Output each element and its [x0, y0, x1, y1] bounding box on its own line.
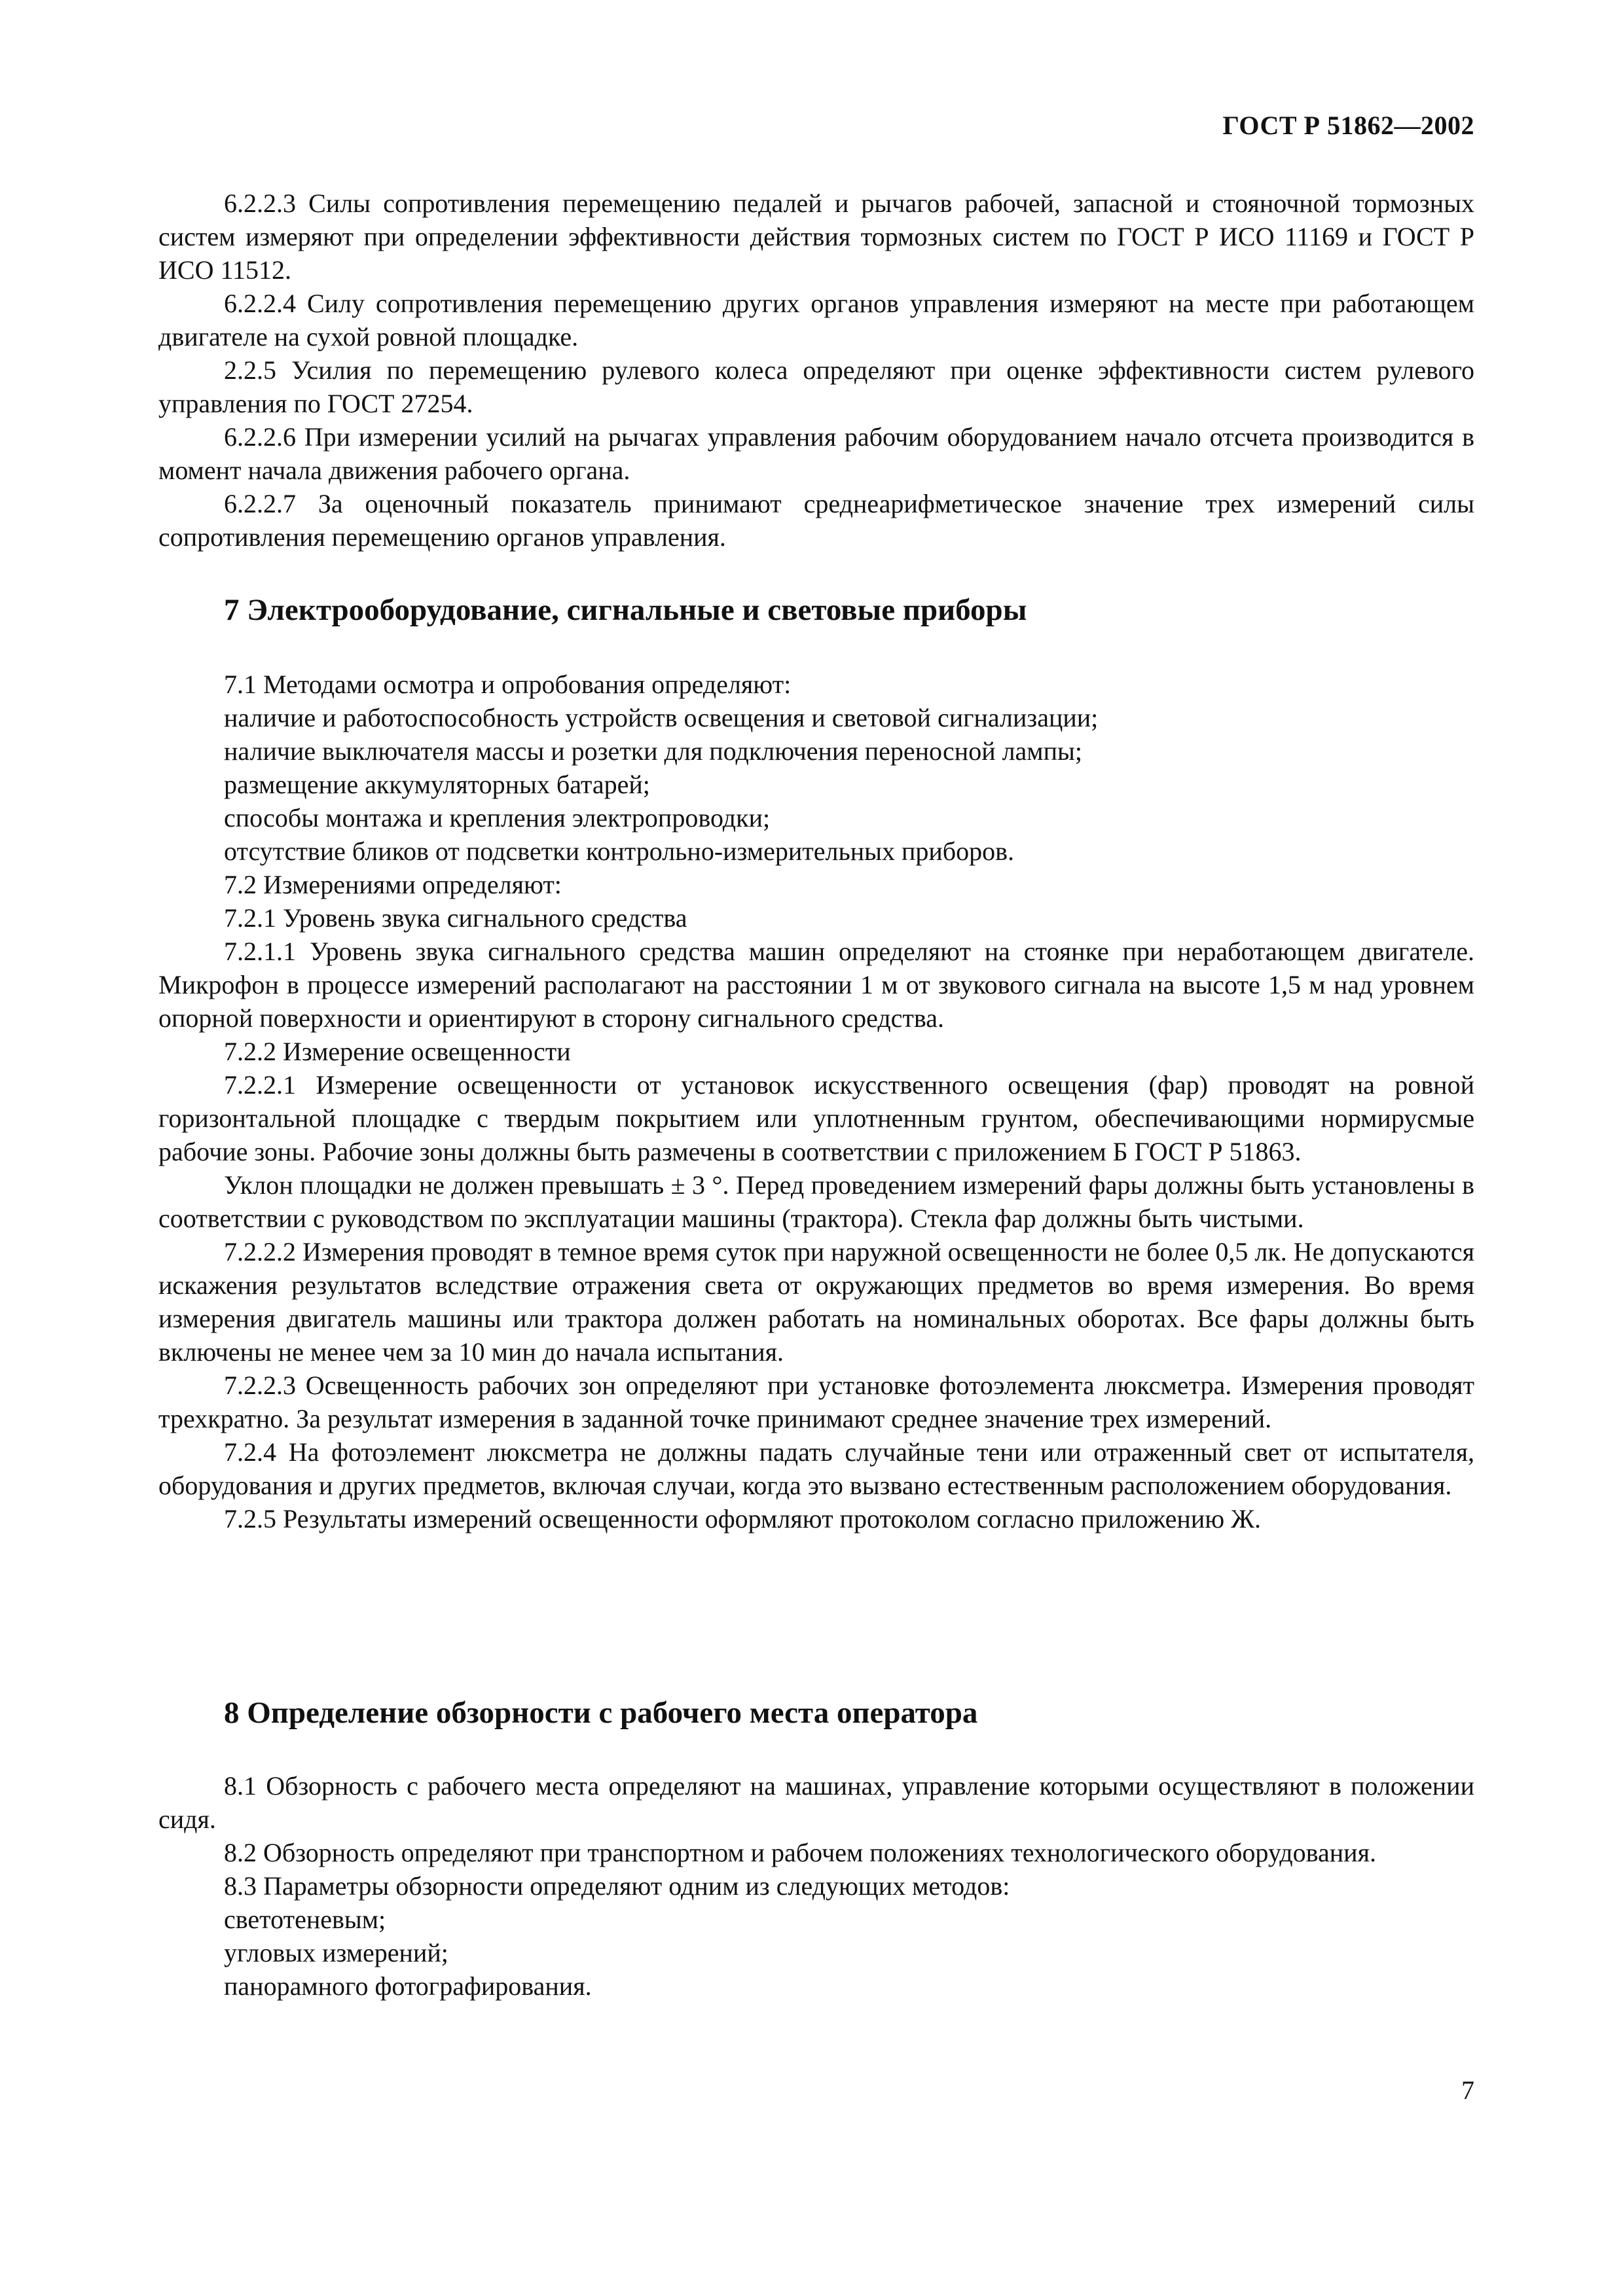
- list-item: светотеневым;: [224, 1905, 386, 1934]
- paragraph-7-2-4: 7.2.4 На фотоэлемент люксметра не должны падать случайные тени или отраженный свет от испытателя, оборудования и других предметов, включая случаи, когда это вызвано естественным расположением оборудования.: [158, 1437, 1474, 1500]
- page-number: 7: [1461, 2075, 1474, 2105]
- paragraph-slope: Уклон площадки не должен превышать ± 3 °. Перед проведением измерений фары должны быть установлены в соответствии с руководством по эксплуатации машины (трактора). Стекла фар должны быть чистыми.: [158, 1170, 1474, 1233]
- list-item: наличие и работоспособность устройств освещения и световой сигнализации;: [224, 703, 1099, 732]
- section-7-heading: 7 Электрооборудование, сигнальные и световые приборы: [224, 593, 1027, 627]
- list-item: отсутствие бликов от подсветки контрольно-измерительных приборов.: [224, 836, 1015, 866]
- list-item: угловых измерений;: [224, 1938, 448, 1967]
- paragraph-6-2-2-7: 6.2.2.7 За оценочный показатель принимают среднеарифметическое значение трех измерений силы сопротивления перемещению органов управления.: [158, 489, 1474, 552]
- paragraph-6-2-2-4: 6.2.2.4 Силу сопротивления перемещению других органов управления измеряют на месте при работающем двигателе на сухой ровной площадке.: [158, 289, 1474, 351]
- paragraph-2-2-5: 2.2.5 Усилия по перемещению рулевого колеса определяют при оценке эффективности систем рулевого управления по ГОСТ 27254.: [158, 355, 1474, 418]
- list-item: 8.3 Параметры обзорности определяют одним из следующих методов:: [224, 1871, 1010, 1901]
- list-item: панорамного фотографирования.: [224, 1971, 592, 2001]
- list-item: 7.2 Измерениями определяют:: [224, 870, 562, 899]
- list-item: размещение аккумуляторных батарей;: [224, 770, 650, 799]
- paragraph-7-2-2: 7.2.2 Измерение освещенности: [224, 1037, 571, 1066]
- paragraph-7-2-2-3: 7.2.2.3 Освещенность рабочих зон определяют при установке фотоэлемента люксметра. Измерения проводят трехкратно. За результат измерения в заданной точке принимают среднее значение трех измерений.: [158, 1371, 1474, 1433]
- list-item: способы монтажа и крепления электропроводки;: [224, 803, 771, 833]
- section-8-heading: 8 Определение обзорности с рабочего места оператора: [224, 1696, 978, 1730]
- document-code: ГОСТ Р 51862—2002: [1222, 111, 1474, 140]
- paragraph-8-2: 8.2 Обзорность определяют при транспортном и рабочем положениях технологического оборудования.: [224, 1838, 1376, 1867]
- list-item: наличие выключателя массы и розетки для подключения переносной лампы;: [224, 736, 1083, 766]
- paragraph-7-2-1-1: 7.2.1.1 Уровень звука сигнального средства машин определяют на стоянке при неработающем двигателе. Микрофон в процессе измерений располагают на расстоянии 1 м от звукового сигнала на высоте 1,5 м над уровнем опорной поверхности и ориентируют в сторону сигнального средства.: [158, 937, 1474, 1033]
- block-6-2-2: [158, 187, 1474, 554]
- paragraph-7-2-5: 7.2.5 Результаты измерений освещенности оформляют протоколом согласно приложению Ж.: [224, 1504, 1261, 1534]
- list-item: 7.1 Методами осмотра и опробования определяют:: [224, 670, 792, 699]
- paragraph-6-2-2-3: 6.2.2.3 Силы сопротивления перемещению педалей и рычагов рабочей, запасной и стояночной тормозных систем измеряют при определении эффективности действия тормозных систем по ГОСТ Р ИСО 11169 и ГОСТ Р ИСО 11512.: [158, 188, 1474, 285]
- paragraph-7-2-2-1: 7.2.2.1 Измерение освещенности от установок искусственного освещения (фар) проводят на ровной горизонтальной площадке с твердым покрытием или уплотненным грунтом, обеспечивающими нормирусмые рабочие зоны. Рабочие зоны должны быть размечены в соответствии с приложением Б ГОСТ Р 51863.: [158, 1070, 1474, 1166]
- paragraph-7-2-2-2: 7.2.2.2 Измерения проводят в темное время суток при наружной освещенности не более 0,5 лк. Не допускаются искажения результатов вследствие отражения света от окружающих предметов во время измерения. Во время измерения двигатель машины или трактора должен работать на номинальных оборотах. Все фары должны быть включены не менее чем за 10 мин до начала испытания.: [158, 1237, 1474, 1367]
- paragraph-6-2-2-6: 6.2.2.6 При измерении усилий на рычагах управления рабочим оборудованием начало отсчета производится в момент начала движения рабочего органа.: [158, 422, 1474, 485]
- section-8-body: [158, 1769, 1474, 2003]
- paragraph-8-1: 8.1 Обзорность с рабочего места определяют на машинах, управление которыми осуществляют в положении сидя.: [158, 1771, 1474, 1834]
- section-7-body: [158, 668, 1474, 1535]
- list-item: 7.2.1 Уровень звука сигнального средства: [224, 903, 687, 933]
